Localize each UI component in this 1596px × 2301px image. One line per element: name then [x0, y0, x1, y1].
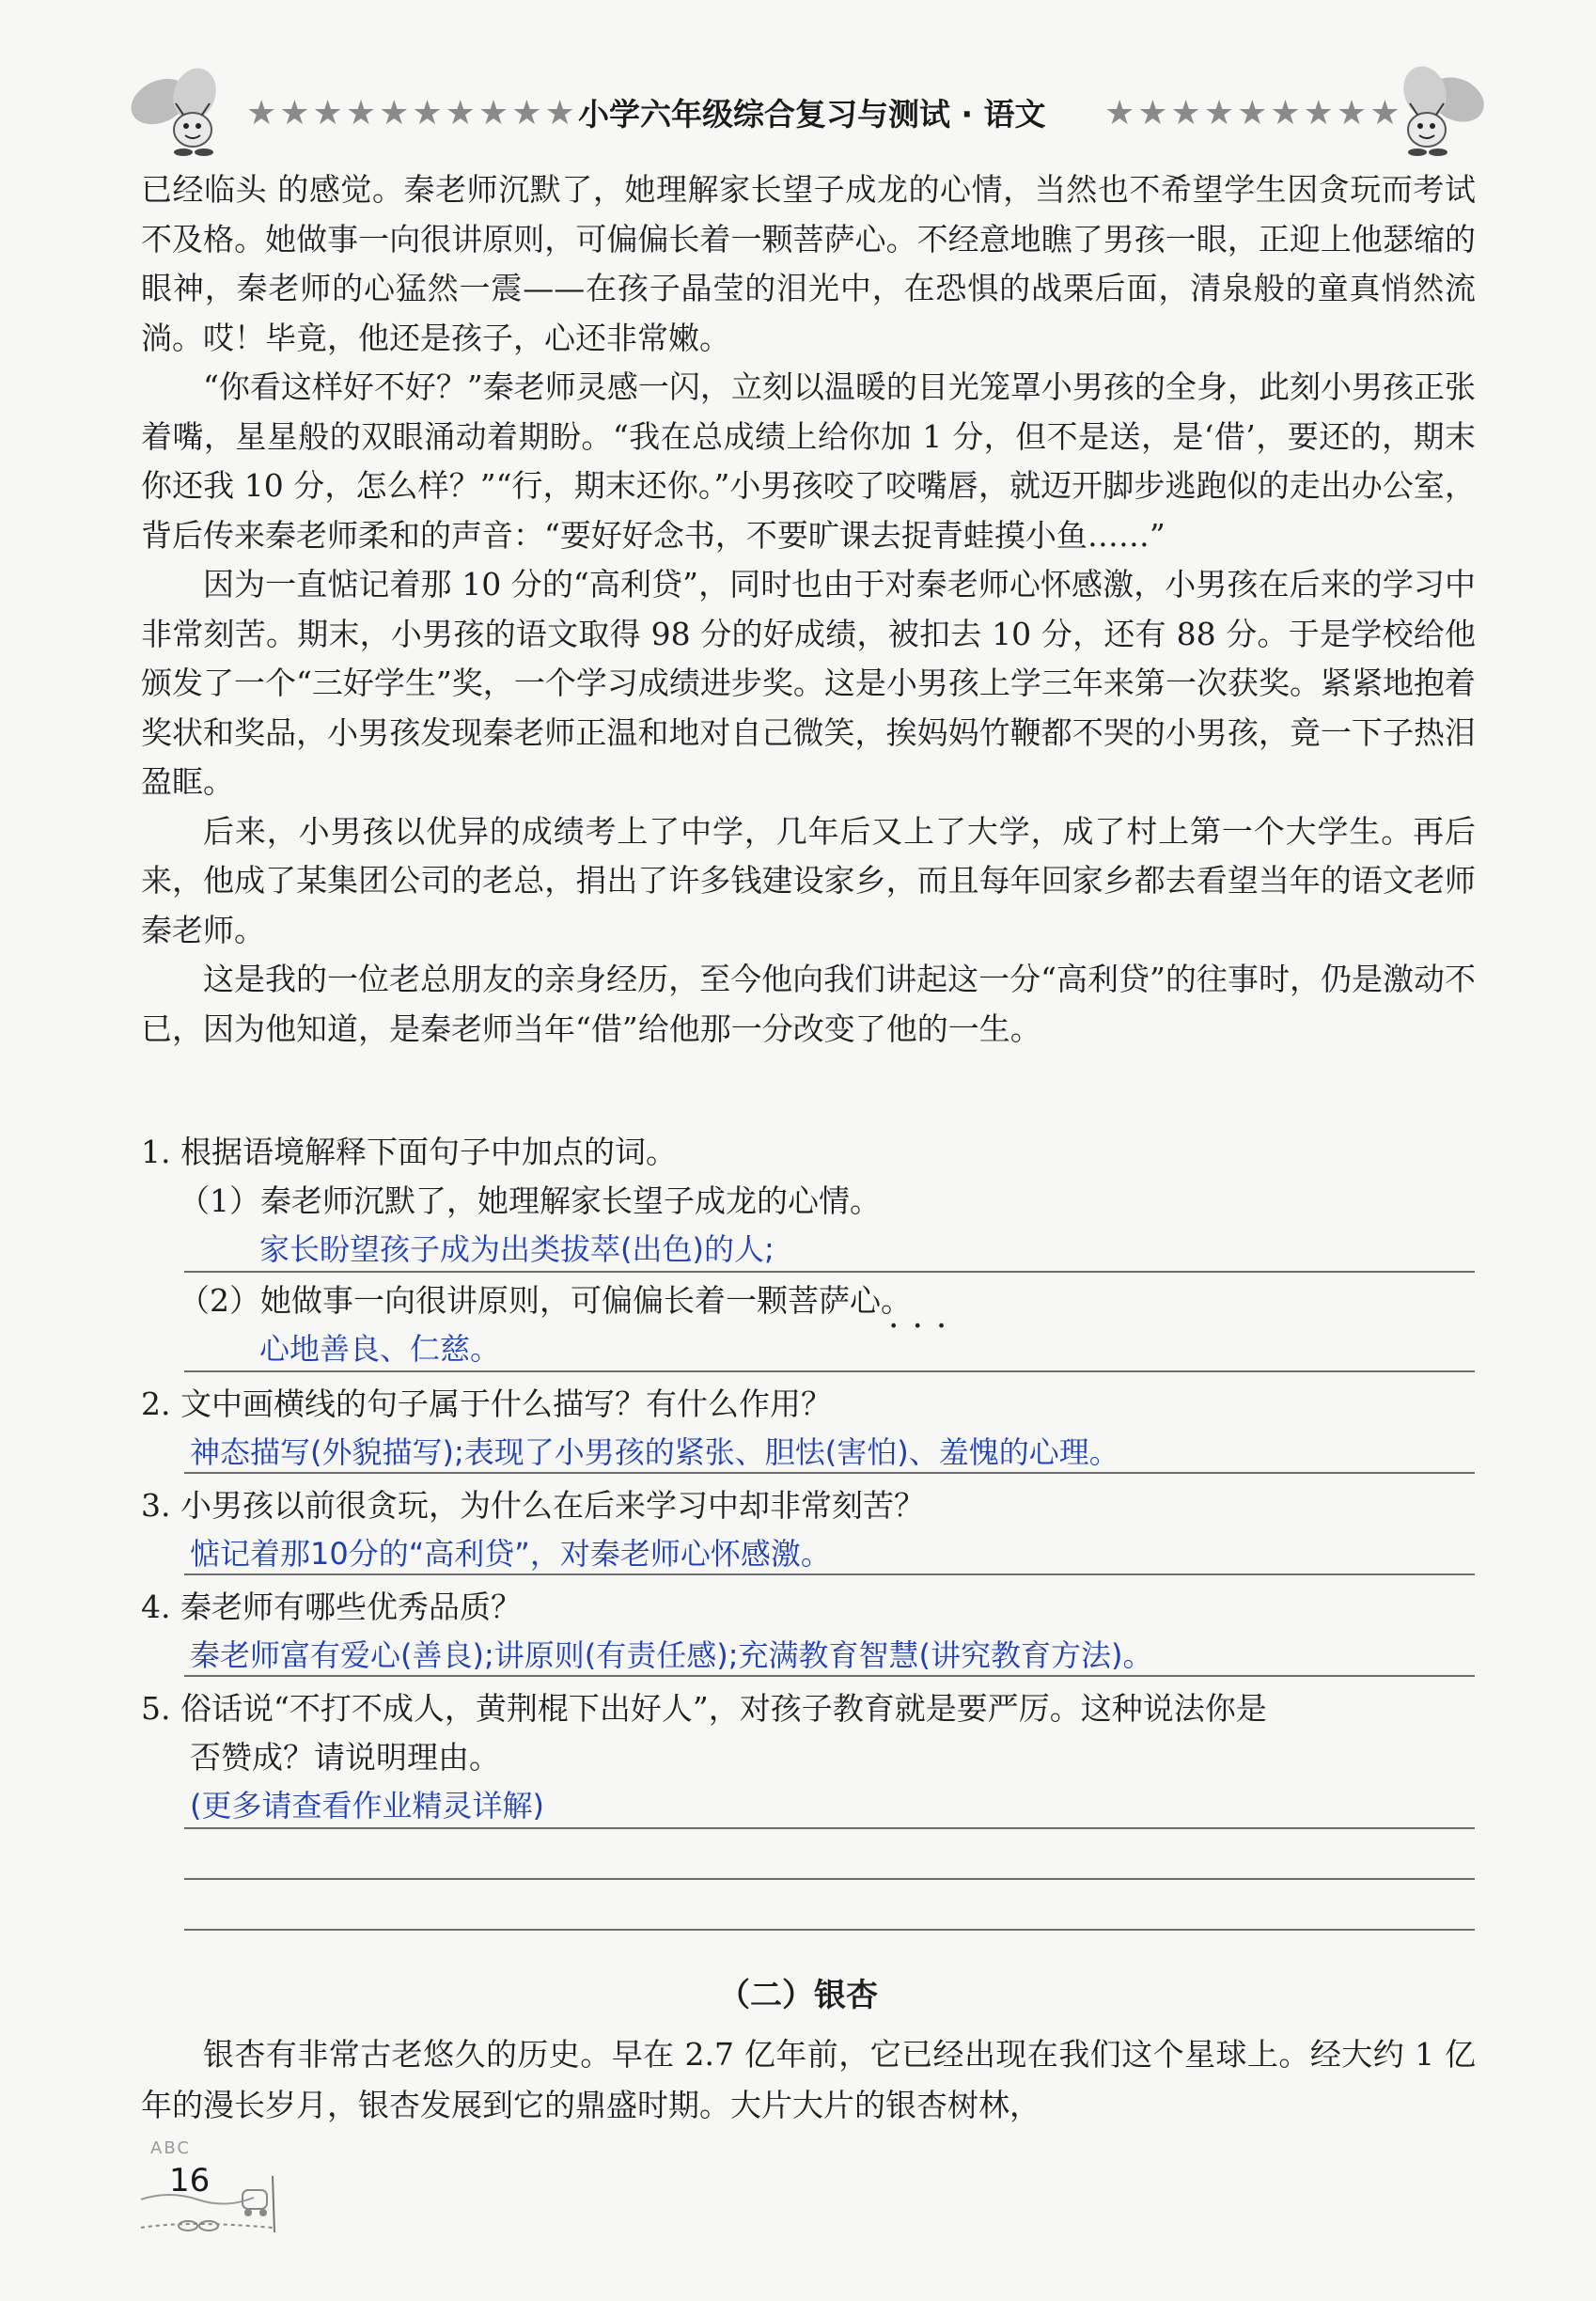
passage-paragraph: 这是我的一位老总朋友的亲身经历，至今他向我们讲起这一分“高利贷”的往事时，仍是激动不已，因为他知道，是秦老师当年“借”给他那一分改变了他的一生。 [141, 961, 1476, 1047]
answer-line [184, 1472, 1475, 1474]
question-5-text-line2: 否赞成？请说明理由。 [190, 1739, 500, 1776]
passage [141, 165, 1476, 1054]
question-2-text: 2. 文中画横线的句子属于什么描写？有什么作用？ [141, 1385, 832, 1422]
bee-mascot-icon [127, 66, 240, 160]
passage-paragraph: 银杏有非常古老悠久的历史。早在 2.7 亿年前，它已经出现在我们这个星球上。经大约 1 亿年的漫长岁月，银杏发展到它的鼎盛时期。大片大片的银杏树林， [141, 2036, 1476, 2123]
question-2-answer: 神态描写(外貌描写);表现了小男孩的紧张、胆怯(害怕)、羞愧的心理。 [190, 1434, 1119, 1470]
answer-line [184, 1370, 1475, 1372]
page-header [0, 56, 1596, 169]
section-2-passage [141, 2029, 1476, 2131]
question-5-text-line1: 5. 俗话说“不打不成人，黄荆棍下出好人”，对孩子教育就是要严厉。这种说法你是 [141, 1690, 1267, 1727]
question-4-answer: 秦老师富有爱心(善良);讲原则(有责任感);充满教育智慧(讲究教育方法)。 [190, 1637, 1153, 1673]
question-3-text: 3. 小男孩以前很贪玩，为什么在后来学习中却非常刻苦？ [141, 1487, 925, 1524]
question-3-answer: 惦记着那10分的“高利贷”，对秦老师心怀感激。 [190, 1536, 831, 1572]
answer-line [184, 1271, 1475, 1273]
question-4-text: 4. 秦老师有哪些优秀品质？ [141, 1589, 522, 1625]
answer-line [184, 1675, 1475, 1677]
question-1-2-text: （2）她做事一向很讲原则，可偏偏长着一颗菩萨心。 [179, 1282, 912, 1319]
passage-paragraph: 因为一直惦记着那 10 分的“高利贷”，同时也由于对秦老师心怀感激，小男孩在后来的学习中非常刻苦。期末，小男孩的语文取得 98 分的好成绩，被扣去 10 分，还有 88 分。于是学校给他颁发了一个“三好学生”奖，一个学习成绩进步奖。这是小男孩上学三年来第一次获奖。紧紧地抱着奖状和奖品，小男孩发现秦老师正温和地对自己微笑，挨妈妈竹鞭都不哭的小男孩，竟一下子热泪盈眶。 [141, 566, 1476, 800]
bee-mascot-icon [1380, 66, 1493, 160]
question-2 [141, 1380, 1476, 1476]
question-4 [141, 1583, 1476, 1679]
page-number: 16 [169, 2162, 211, 2199]
question-1-1-text: （1）秦老师沉默了，她理解家长望子成龙的心情。 [179, 1182, 881, 1219]
question-5-answer: (更多请查看作业精灵详解) [190, 1788, 544, 1824]
header-stars-left: ★★★★★★★★★★ [246, 94, 578, 133]
footer-deco-text: ABC [150, 2138, 191, 2158]
question-1-2-answer: 心地善良、仁慈。 [259, 1331, 501, 1367]
question-1-2 [141, 1276, 1476, 1372]
question-5 [141, 1684, 1476, 1829]
passage-paragraph: 后来，小男孩以优异的成绩考上了中学，几年后又上了大学，成了村上第一个大学生。再后来，他成了某集团公司的老总，捐出了许多钱建设家乡，而且每年回家乡都去看望当年的语文老师秦老师。 [141, 812, 1476, 948]
header-stars-right: ★★★★★★★★★ [1104, 94, 1403, 133]
passage-paragraph: 已经临头 的感觉。秦老师沉默了，她理解家长望子成龙的心情，当然也不希望学生因贪玩而考试不及格。她做事一向很讲原则，可偏偏长着一颗菩萨心。不经意地瞧了男孩一眼，正迎上他瑟缩的眼神，秦老师的心猛然一震——在孩子晶莹的泪光中，在恐惧的战栗后面，清泉般的童真悄然流淌。哎！毕竟，他还是孩子，心还非常嫩。 [141, 171, 1476, 356]
question-1-text: 1. 根据语境解释下面句子中加点的词。 [141, 1134, 677, 1170]
answer-line [184, 1573, 1475, 1575]
answer-line [184, 1827, 1475, 1829]
question-3 [141, 1481, 1476, 1577]
question-1 [141, 1128, 1476, 1273]
passage-paragraph: “你看这样好不好？”秦老师灵感一闪，立刻以温暖的目光笼罩小男孩的全身，此刻小男孩正张着嘴，星星般的双眼涌动着期盼。“我在总成绩上给你加 1 分，但不是送，是‘借’，要还的，期末你还我 10 分，怎么样？”“行，期末还你。”小男孩咬了咬嘴唇，就迈开脚步逃跑似的走出办公室，背后传来秦老师柔和的声音：“要好好念书，不要旷课去捉青蛙摸小鱼……” [141, 368, 1476, 554]
answer-line [184, 1929, 1475, 1931]
emphasis-dots: ··· [888, 1307, 961, 1346]
answer-line [184, 1878, 1475, 1880]
header-title: 小学六年级综合复习与测试 · 语文 [578, 96, 1046, 133]
question-1-1-answer: 家长盼望孩子成为出类拔萃(出色)的人; [259, 1231, 775, 1267]
section-title: （二）银杏 [718, 1977, 878, 2014]
